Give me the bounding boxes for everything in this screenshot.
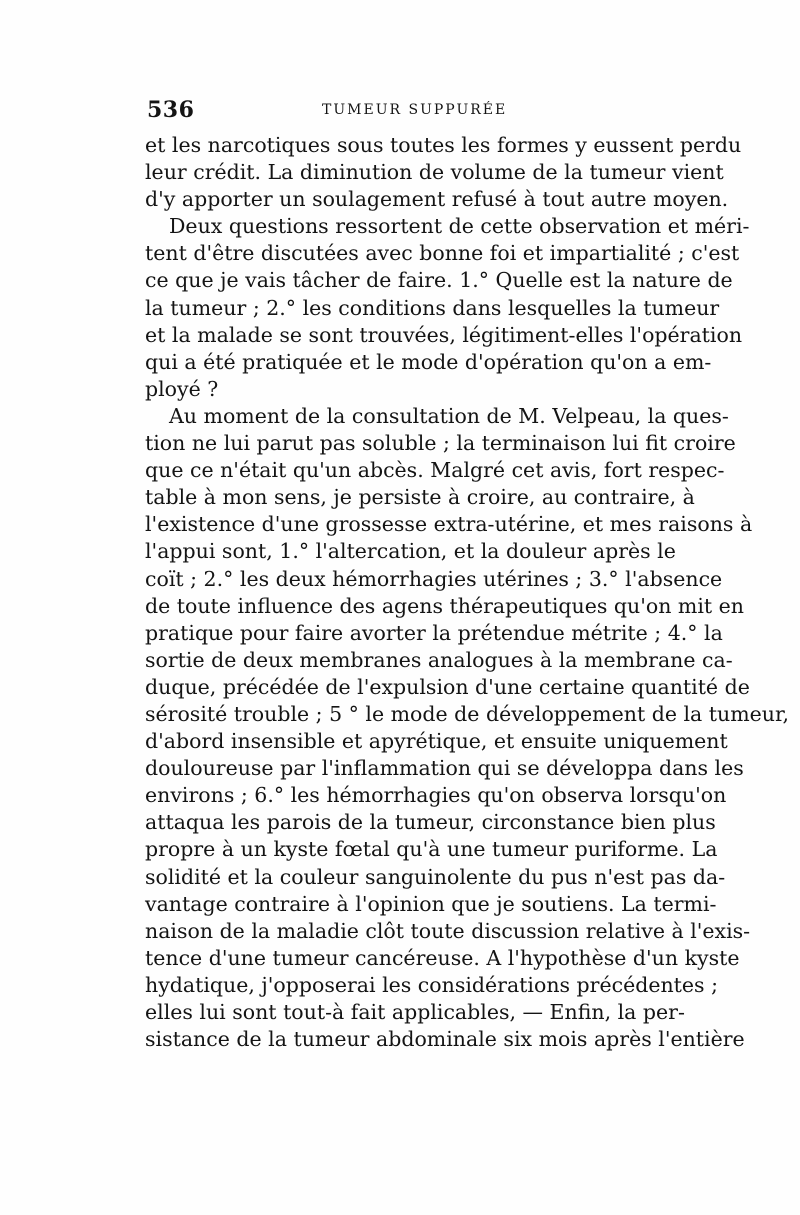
- text-line: ployé ?: [145, 376, 219, 401]
- text-line: hydatique, j'opposerai les considérations précédentes ;: [145, 972, 718, 997]
- text-line: la tumeur ; 2.° les conditions dans lesquelles la tumeur: [145, 295, 720, 320]
- text-line: duque, précédée de l'expulsion d'une certaine quantité de: [145, 674, 750, 699]
- text-line: ce que je vais tâcher de faire. 1.° Quelle est la nature de: [145, 268, 733, 293]
- text-line: que ce n'était qu'un abcès. Malgré cet avis, fort respec-: [145, 458, 725, 483]
- text-line: solidité et la couleur sanguinolente du pus n'est pas da-: [145, 864, 726, 889]
- text-line: et les narcotiques sous toutes les formes y eussent perdu: [145, 133, 742, 157]
- text-line: attaqua les parois de la tumeur, circonstance bien plus: [145, 810, 716, 835]
- text-line: douloureuse par l'inflammation qui se développa dans les: [145, 756, 744, 781]
- text-line: sistance de la tumeur abdominale six mois après l'entière: [145, 1027, 745, 1052]
- text-line: leur crédit. La diminution de volume de la tumeur vient: [145, 160, 724, 185]
- text-line: table à mon sens, je persiste à croire, au contraire, à: [145, 485, 695, 510]
- text-line: propre à un kyste fœtal qu'à une tumeur puriforme. La: [145, 837, 718, 862]
- running-head: [147, 97, 667, 127]
- page-number: 536: [147, 97, 195, 123]
- text-line: elles lui sont tout-à fait applicables, — Enfin, la per-: [145, 1000, 685, 1024]
- text-line: pratique pour faire avorter la prétendue métrite ; 4.° la: [145, 620, 723, 645]
- text-line: tion ne lui parut pas soluble ; la terminaison lui fit croire: [145, 431, 736, 456]
- text-line: l'existence d'une grossesse extra-utérine, et mes raisons à: [145, 512, 753, 537]
- text-line: et la malade se sont trouvées, légitiment-elles l'opération: [145, 322, 743, 347]
- text-line: naison de la maladie clôt toute discussion relative à l'exis-: [145, 918, 751, 943]
- text-line: d'abord insensible et apyrétique, et ensuite uniquement: [145, 729, 728, 754]
- text-line: tent d'être discutées avec bonne foi et impartialité ; c'est: [145, 241, 740, 266]
- text-line: tence d'une tumeur cancéreuse. A l'hypothèse d'un kyste: [145, 945, 740, 970]
- text-line: coït ; 2.° les deux hémorrhagies utérines ; 3.° l'absence: [145, 566, 723, 591]
- text-line: qui a été pratiquée et le mode d'opération qu'on a em-: [145, 349, 712, 374]
- text-line: de toute influence des agens thérapeutiques qu'on mit en: [145, 593, 744, 618]
- body-text: [145, 132, 790, 1053]
- running-title: TUMEUR SUPPURÉE: [322, 102, 508, 118]
- text-line: environs ; 6.° les hémorrhagies qu'on observa lorsqu'on: [145, 783, 727, 808]
- text-line: Deux questions ressortent de cette observation et méri-: [169, 214, 750, 239]
- text-line: vantage contraire à l'opinion que je soutiens. La termi-: [145, 891, 717, 916]
- text-line: Au moment de la consultation de M. Velpeau, la ques-: [169, 403, 729, 428]
- text-line: d'y apporter un soulagement refusé à tout autre moyen.: [145, 187, 729, 212]
- text-line: sérosité trouble ; 5 ° le mode de développement de la tumeur,: [145, 701, 790, 726]
- text-line: sortie de deux membranes analogues à la membrane ca-: [145, 647, 733, 672]
- text-line: l'appui sont, 1.° l'altercation, et la douleur après le: [145, 539, 676, 564]
